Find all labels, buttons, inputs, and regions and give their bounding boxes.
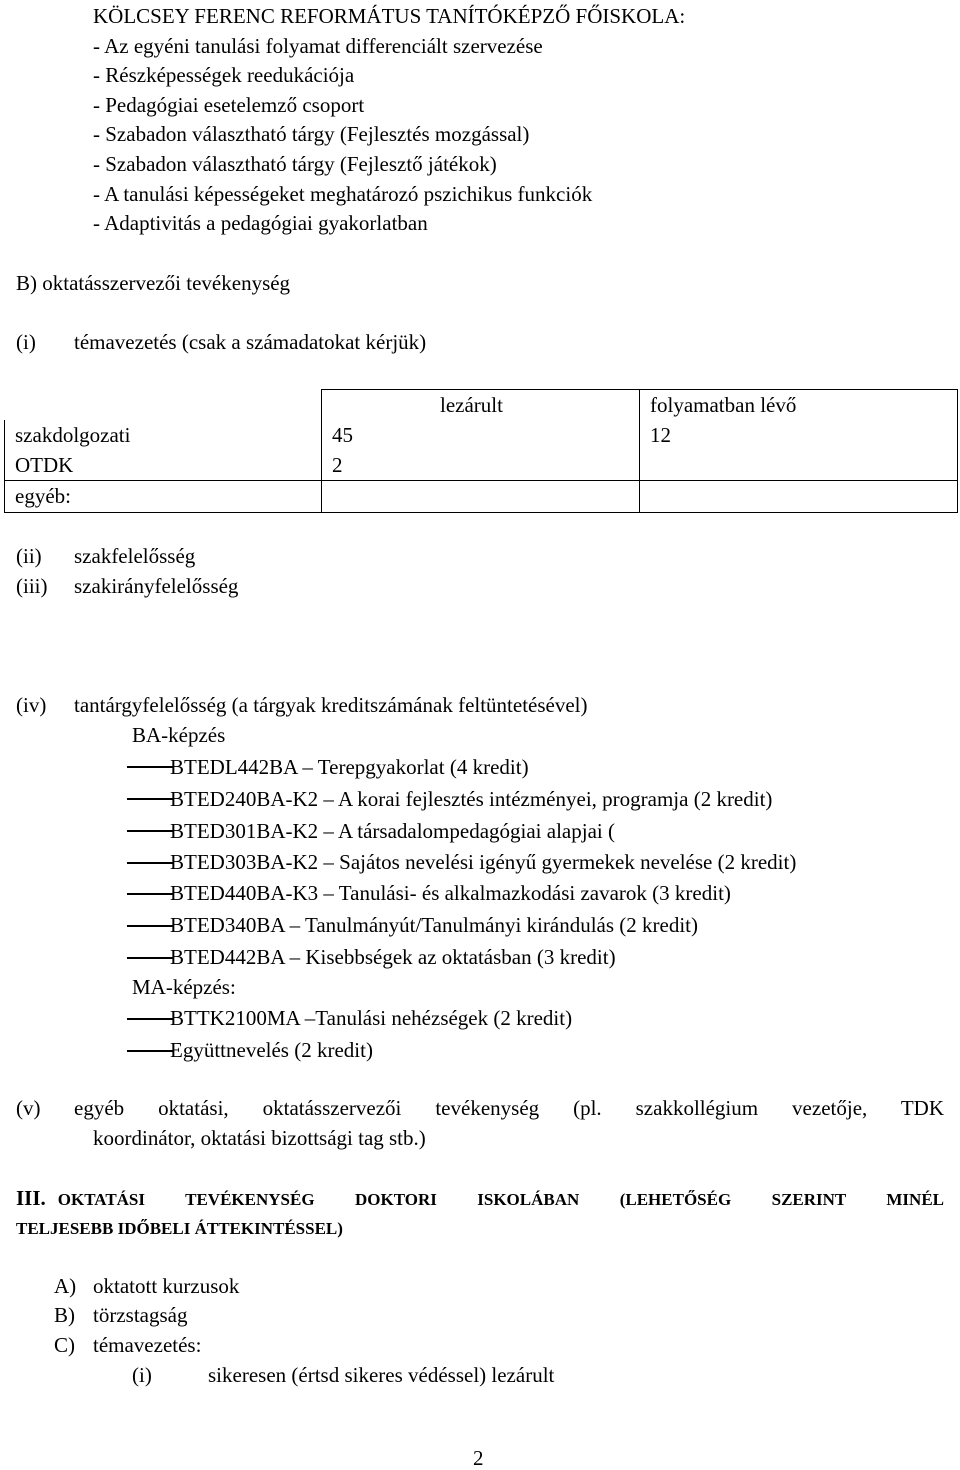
ba-label: BA-képzés <box>132 723 226 747</box>
course-item: BTED442BA – Kisebbségek az oktatásban (3 kredit) <box>170 945 616 969</box>
table-row <box>5 481 958 513</box>
list-text: törzstagság <box>93 1303 188 1327</box>
table-cell-closed: 2 <box>322 450 640 481</box>
item-number: (ii) <box>16 544 42 568</box>
dash-bullet-icon <box>127 862 173 864</box>
dash-bullet-icon <box>127 766 173 768</box>
table-header-closed: lezárult <box>322 390 640 421</box>
course-item: BTED340BA – Tanulmányút/Tanulmányi kirándulás (2 kredit) <box>170 913 699 937</box>
table-cell-label: egyéb: <box>5 481 322 513</box>
table-row <box>5 450 958 481</box>
list-item: - A tanulási képességeket meghatározó pszichikus funkciók <box>93 182 593 206</box>
list-item: - Az egyéni tanulási folyamat differenciált szervezése <box>93 34 543 58</box>
list-label: C) <box>54 1333 75 1357</box>
table-cell-ongoing <box>640 481 958 513</box>
course-item: Együttnevelés (2 kredit) <box>170 1038 373 1062</box>
dash-bullet-icon <box>127 957 173 959</box>
list-item: - Szabadon választható tárgy (Fejlesztő játékok) <box>93 152 497 176</box>
supervision-table <box>4 389 958 513</box>
table-cell-ongoing <box>640 450 958 481</box>
list-label: A) <box>54 1274 77 1298</box>
page-number: 2 <box>473 1446 484 1470</box>
list-item: - Részképességek reedukációja <box>93 63 355 87</box>
list-text: témavezetés: <box>93 1333 202 1357</box>
item-text: sikeresen (értsd sikeres védéssel) lezárult <box>208 1363 555 1387</box>
dash-bullet-icon <box>127 925 173 927</box>
section-b-title: B) oktatásszervezői tevékenység <box>16 271 291 295</box>
list-item: - Szabadon választható tárgy (Fejlesztés mozgással) <box>93 122 530 146</box>
ma-label: MA-képzés: <box>132 975 236 999</box>
course-item: BTTK2100MA –Tanulási nehézségek (2 kredit) <box>170 1006 573 1030</box>
item-text: egyéb oktatási, oktatásszervezői tevékenység (pl. szakkollégium vezetője, TDK <box>74 1096 944 1120</box>
section-iii-number: III. <box>16 1186 46 1210</box>
list-text: oktatott kurzusok <box>93 1274 240 1298</box>
item-number: (iii) <box>16 574 48 598</box>
course-item: BTED303BA-K2 – Sajátos nevelési igényű gyermekek nevelése (2 kredit) <box>170 850 797 874</box>
item-number: (iv) <box>16 693 47 717</box>
table-cell-label: OTDK <box>5 450 322 481</box>
item-text: koordinátor, oktatási bizottsági tag stb.) <box>93 1126 426 1150</box>
section-iii-heading <box>16 1188 944 1209</box>
dash-bullet-icon <box>127 798 173 800</box>
dash-bullet-icon <box>127 893 173 895</box>
item-number: (v) <box>16 1096 41 1120</box>
table-row <box>5 420 958 450</box>
table-header-row <box>5 390 958 421</box>
section-iii-title-cont: TELJESEBB IDŐBELI ÁTTEKINTÉSSEL) <box>16 1219 343 1238</box>
table-cell-ongoing: 12 <box>640 420 958 450</box>
table-cell-closed <box>322 481 640 513</box>
list-item: - Pedagógiai esetelemző csoport <box>93 93 365 117</box>
dash-bullet-icon <box>127 1018 173 1020</box>
course-item: BTED301BA-K2 – A társadalompedagógiai alapjai ( <box>170 819 615 843</box>
table-cell-label: szakdolgozati <box>5 420 322 450</box>
section-iii-title: OKTATÁSI TEVÉKENYSÉG DOKTORI ISKOLÁBAN (LEHETŐSÉG SZERINT MINÉL <box>57 1190 944 1209</box>
course-item: BTED440BA-K3 – Tanulási- és alkalmazkodási zavarok (3 kredit) <box>170 881 731 905</box>
item-number: (i) <box>16 330 36 354</box>
item-number: (i) <box>132 1363 152 1387</box>
school-title: KÖLCSEY FERENC REFORMÁTUS TANÍTÓKÉPZŐ FŐISKOLA: <box>93 4 686 28</box>
table-cell-closed: 45 <box>322 420 640 450</box>
list-label: B) <box>54 1303 75 1327</box>
course-item: BTEDL442BA – Terepgyakorlat (4 kredit) <box>170 755 529 779</box>
dash-bullet-icon <box>127 1050 173 1052</box>
dash-bullet-icon <box>127 830 173 832</box>
table-header-ongoing: folyamatban lévő <box>640 390 958 421</box>
item-text: szakfelelősség <box>74 544 196 568</box>
table-header-empty <box>5 390 322 421</box>
item-text: szakirányfelelősség <box>74 574 239 598</box>
list-item: - Adaptivitás a pedagógiai gyakorlatban <box>93 211 428 235</box>
item-text: témavezetés (csak a számadatokat kérjük) <box>74 330 427 354</box>
item-text: tantárgyfelelősség (a tárgyak kreditszámának feltüntetésével) <box>74 693 588 717</box>
course-item: BTED240BA-K2 – A korai fejlesztés intézményei, programja (2 kredit) <box>170 787 773 811</box>
